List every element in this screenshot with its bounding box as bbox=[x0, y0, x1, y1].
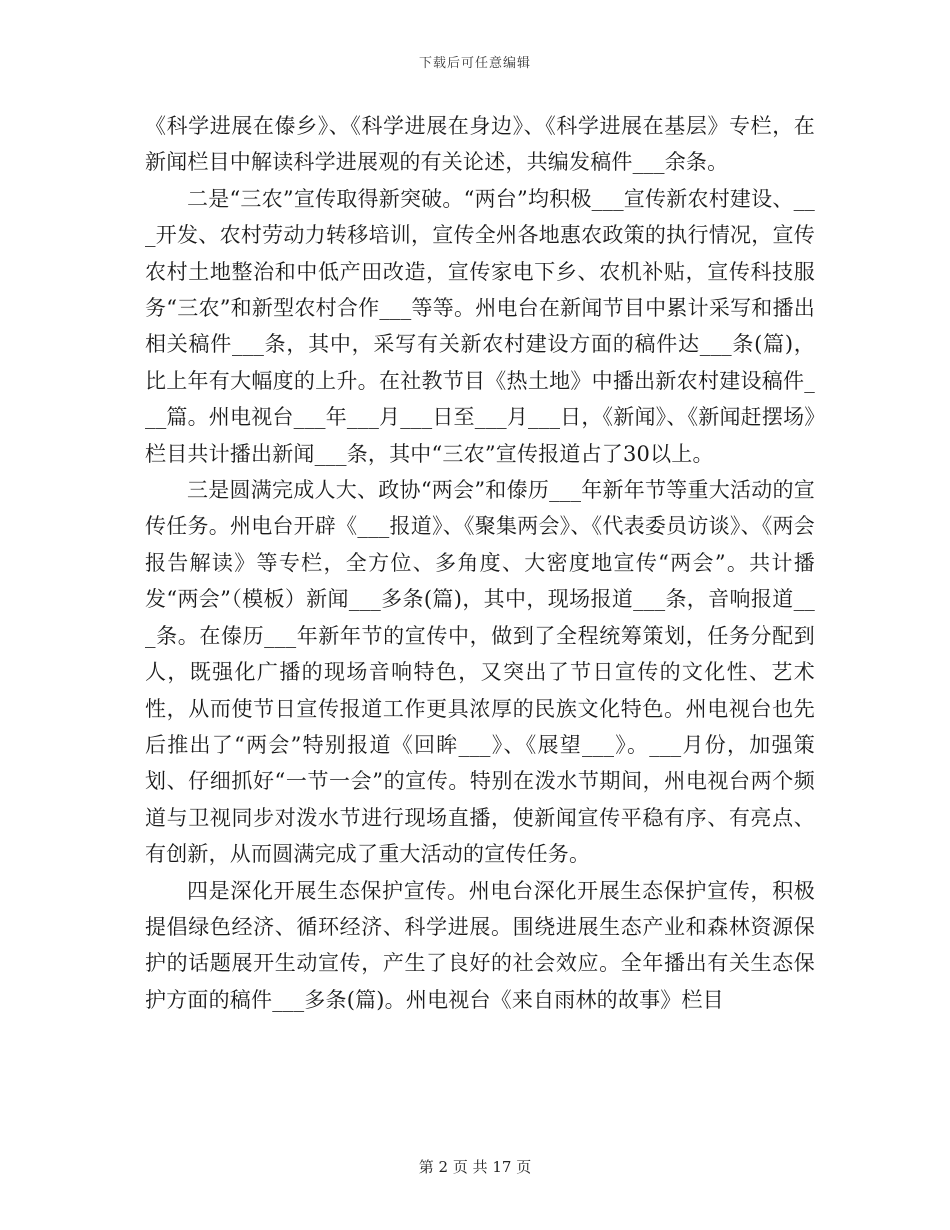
paragraph-2: 二是“三农”宣传取得新突破。“两台”均积极___宣传新农村建设、___开发、农村劳动力转移培训，宣传全州各地惠农政策的执行情况，宣传农村土地整治和中低产田改造，宣传家电下乡、农机补贴，宣传科技服务“三农”和新型农村合作___等等。州电台在新闻节目中累计采写和播出相关稿件___条，其中，采写有关新农村建设方面的稿件达___条(篇)，比上年有大幅度的上升。在社教节目《热土地》中播出新农村建设稿件___篇。州电视台___年___月___日至___月___日，《新闻》、《新闻赶摆场》栏目共计播出新闻___条，其中“三农”宣传报道占了30以上。 bbox=[145, 186, 815, 466]
document-body bbox=[145, 108, 815, 1018]
paragraph-3: 三是圆满完成人大、政协“两会”和傣历___年新年节等重大活动的宣传任务。州电台开辟《___报道》、《聚集两会》、《代表委员访谈》、《两会报告解读》等专栏，全方位、多角度、大密度地宣传“两会”。共计播发“两会”（模板）新闻___多条(篇)，其中，现场报道___条，音响报道___条。在傣历___年新年节的宣传中，做到了全程统筹策划，任务分配到人，既强化广播的现场音响特色，又突出了节日宣传的文化性、艺术性，从而使节日宣传报道工作更具浓厚的民族文化特色。州电视台也先后推出了“两会”特别报道《回眸___》、《展望___》。___月份，加强策划、仔细抓好“一节一会”的宣传。特别在泼水节期间，州电视台两个频道与卫视同步对泼水节进行现场直播，使新闻宣传平稳有序、有亮点、有创新，从而圆满完成了重大活动的宣传任务。 bbox=[145, 478, 815, 867]
paragraph-1: 《科学进展在傣乡》、《科学进展在身边》、《科学进展在基层》专栏，在新闻栏目中解读科学进展观的有关论述，共编发稿件___余条。 bbox=[145, 114, 815, 175]
page-footer: 第 2 页 共 17 页 bbox=[418, 1158, 532, 1176]
page-header: 下载后可任意编辑 bbox=[418, 56, 531, 71]
paragraph-4: 四是深化开展生态保护宣传。州电台深化开展生态保护宣传，积极提倡绿色经济、循环经济、科学进展。围绕进展生态产业和森林资源保护的话题展开生动宣传，产生了良好的社会效应。全年播出有关生态保护方面的稿件___多条(篇)。州电视台《来自雨林的故事》栏目 bbox=[145, 878, 815, 1012]
